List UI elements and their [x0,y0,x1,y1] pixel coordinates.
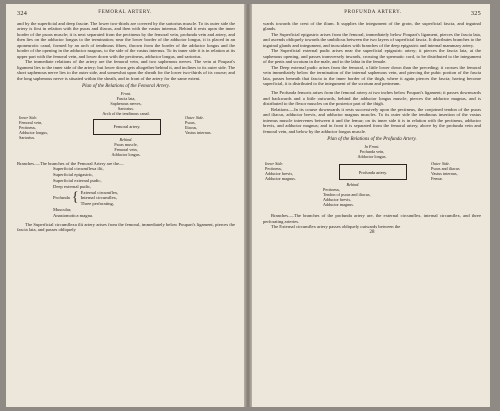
behind-item: Adductor longus. [111,151,141,157]
behind-item: Adductor brevis, [323,197,352,203]
outer-group [185,115,212,135]
branch-item: Deep external pudic, [53,183,92,189]
paragraph: and by the superficial and deep fasciæ. The lower two-thirds are covered by the sartorius muscle. To its outer side the artery is first in relation with the psoas and iliacus, and then with the vastus internus. Behind it rests upon the inner border of the psoas muscle; it is next separated from the pectineus by the femoral vein, profunda vein and artery, and then lies on the adductor longus to the termination; near the lower border of the adductor longus, it is placed in an aponeurotic canal, formed by an arch of tendinous fibres, thrown from the border of the adductor longus and the border of the opening in the adductor magnus, to the side of the vastus internus. To its inner side it is in relation at its upper part with the femoral vein, and lower down with the pectineus, adductor longus, and sartorius. [17,21,235,59]
front-label: Front. [120,90,132,96]
front-item: Fascia lata, [116,95,136,101]
inner-item: Pectineus, [265,166,283,172]
outer-item: Vastus internus. [185,129,212,135]
outer-item: Femur. [431,176,443,182]
outer-item: Psoas, [185,119,196,125]
paragraph: The Superficial epigastric arises from the femoral, immediately below Poupart's ligament, pierces the fascia lata, and ascends obliquely towards the umbilicus between the two layers of superficial fascia. It distributes branches to the inguinal glands and integument, and inosculates with branches of the deep epigastric and internal mammary artery. [263,31,481,48]
page-number: 324 [17,10,28,17]
branch-item: Superficial external pudic, [53,178,102,184]
inner-item: Adductor magnus. [265,176,296,182]
inner-item: Adductor brevis, [265,171,294,177]
front-item: Profunda vein, [359,149,385,155]
front-label: In Front. [364,144,380,150]
center-box: Femoral artery. [93,119,161,135]
paragraph: wards towards the crest of the ilium. It supplies the integument of the groin, the superficial fascia, and inguinal glands. [263,21,481,32]
paragraph: Relations.—In its course downwards it rests successively upon the pectineus, the conjoined tendon of the psoas and iliacus, adductor brevis, and adductor magnus muscles. To its outer side the tendinous insertion of the vastus internus muscle intervenes between it and the femur; on its inner side it is in relation with the pectineus, adductor brevis, and adductor magnus; and in front it is separated from the femoral artery, above by the profunda vein and femoral vein, and below by the adductor longus muscle. [263,106,481,134]
behind-group [323,182,383,207]
outer-item: Iliacus, [185,124,198,130]
outer-item: Vastus internus, [431,171,458,177]
plan-title: Plan of the Relations of the Femoral Artery. [82,83,170,89]
left-page [6,4,244,407]
inner-item: Femoral vein, [19,119,43,125]
relations-diagram [263,144,481,208]
inner-label: Inner Side. [19,114,38,120]
behind-item: Femoral vein, [114,146,138,152]
branch-item: Anastomotica magna. [53,212,94,218]
front-item: Arch of the tendinous canal. [102,110,150,116]
profunda-subitem: Internal circumflex, [80,195,118,201]
inner-item: Adductor longus, [19,129,49,135]
book-gutter [244,4,252,407]
profunda-subitem: External circumflex, [80,189,119,195]
behind-label: Behind. [119,136,133,142]
paragraph: The Superficial circumflexa ilii artery arises from the femoral, immediately below Poupart's ligament, pierces the fascia lata, and passes obliquely [17,221,235,233]
right-header [263,10,481,17]
paragraph: The External circumflex artery passes obliquely outwards between the [271,223,401,229]
paragraph: The immediate relations of the artery are the femoral vein, and two saphenous nerves. The vein at Poupart's ligament lies to the inner side of the artery; but lower down gets altogether behind it, and inclines to its outer side. The short saphenous nerve lies to the outer side, and somewhat upon the sheath for the lower two-thirds of its course; and the long saphenous nerve is situated within the sheath, and in front of the artery for the same extent. [17,59,235,81]
paragraph: Branches.—The branches of the profunda artery are, the external circumflex, internal circumflex, and three perforating arteries. [263,213,481,224]
branch-list [17,166,235,218]
inner-item: Pectineus, [19,124,37,130]
front-item: Adductor longus. [357,154,387,160]
center-box: Profunda artery. [339,164,407,180]
behind-label: Behind. [346,182,360,188]
behind-item: Tendon of psoas and iliacus, [323,192,371,198]
outer-group [431,161,460,181]
front-item: Sartorius. [117,105,135,111]
signature-mark: 28 [369,230,375,236]
profunda-subitems [81,190,119,207]
profunda-subitem: Three perforating, [80,201,114,207]
branch-item: Superficial epigastric, [53,172,94,178]
profunda-label: Profunda [53,195,70,201]
inner-item: Sartorius. [19,134,36,140]
brace-icon: { [71,190,79,206]
paragraph: The Superficial external pudic arises near the superficial epigastric artery; it pierces the fascia lata, at the saphenous opening, and passes transversely inwards, crossing the spermatic cord, to be distributed to the integument of the penis and scrotum in the male, and to the labia in the female. [263,48,481,65]
front-group [263,144,481,159]
right-page [252,4,490,407]
plan-title: Plan of the Relations of the Profunda Artery. [327,137,417,143]
outer-item: Psoas and iliacus [431,166,460,172]
page-number: 325 [470,10,481,17]
front-group [17,91,235,116]
branches-intro: Branches.—The branches of the Femoral Artery are the— [17,160,124,166]
inner-label: Inner Side. [265,161,284,167]
behind-item: Pectineus, [323,187,341,193]
front-item: Saphenous nerves, [110,100,142,106]
relations-diagram [17,91,235,157]
paragraph: The Deep external pudic arises from the femoral, a little lower down than the preceding; it crosses the femoral vein immediately below the termination of the internal saphenous vein, and piercing the pubic portion of the fascia lata, passes beneath that fascia to the inner border of the thigh, where it again pierces the fascia; having become superficial, it is distributed to the integument of the scrotum and perineum. [263,64,481,86]
branch-item: Superficial circumflexa ilii, [53,166,104,172]
left-header [17,10,235,17]
outer-label: Outer Side. [431,161,451,167]
running-title: FEMORAL ARTERY. [98,10,152,15]
outer-label: Outer Side. [185,114,205,120]
behind-item: Psoas muscle, [114,141,138,147]
inner-group [265,161,296,181]
behind-item: Adductor magnus. [323,202,354,208]
behind-group [17,134,235,157]
paragraph: The Profunda femoris arises from the femoral artery at two inches below Poupart's ligament; it passes downwards and backwards and a little outwards, behind the adductor longus muscle, pierces the adductor magnus, and is distributed to the flexor muscles on the posterior part of the thigh. [263,90,481,107]
running-title: PROFUNDA ARTERY. [344,10,402,15]
profunda-group [53,190,235,207]
branch-item: Muscular, [53,207,72,213]
